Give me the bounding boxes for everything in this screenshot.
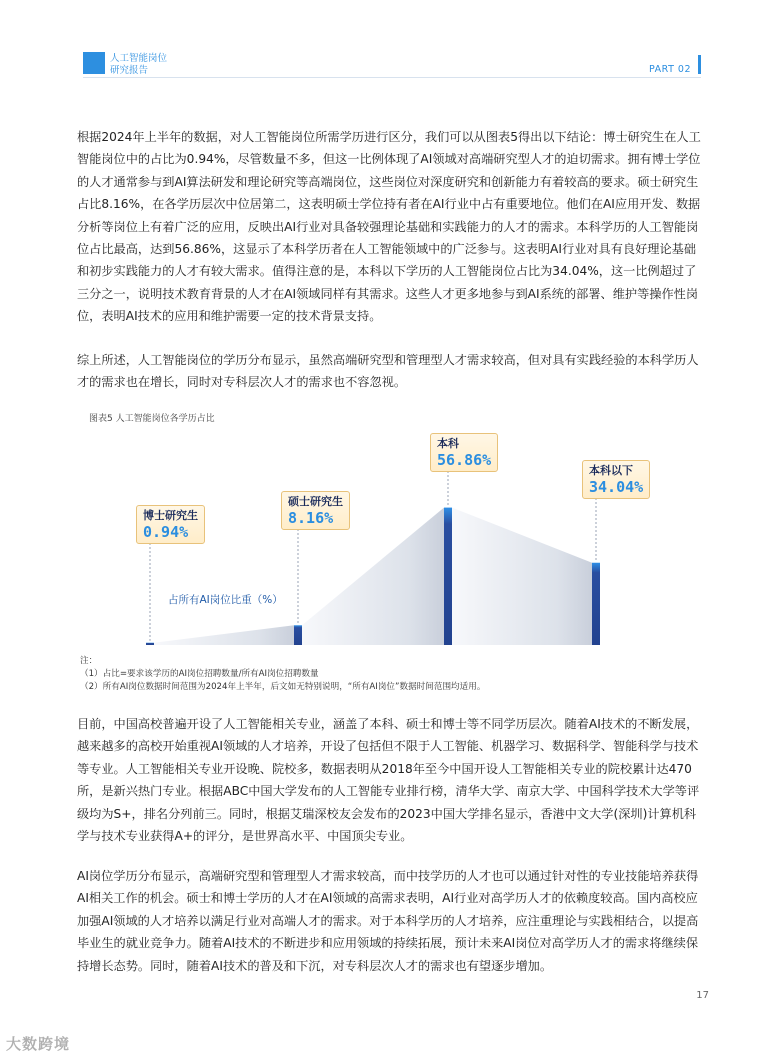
header-title-line1: 人工智能岗位 [110,53,168,64]
bar-master [294,625,302,645]
callout-label-master: 硕士研究生 [288,495,343,508]
callout-value-below-bachelor: 34.04% [589,478,644,496]
notes-title: 注： [80,656,98,666]
callout-label-below-bachelor: 本科以下 [589,464,633,477]
callout-master [281,491,350,530]
header-divider [83,77,701,78]
callout-bachelor [430,433,498,472]
ribbon-bachelor-to-below-bachelor [452,508,592,645]
paragraph-conclusions: 根据2024年上半年的数据，对人工智能岗位所需学历进行区分，我们可以从图表5得出以下结论：博士研究生在人工智能岗位中的占比为0.94%，尽管数量不多，但这一比例体现了AI领域对高端研究型人才的迫切需求。拥有博士学位的人才通常参与到AI算法研发和理论研究等高端岗位，这些岗位对深度研究和创新能力有着较高的要求。硕士研究生占比8.16%，在各学历层次中位居第二，这表明硕士学位持有者在AI行业中占有重要地位。他们在AI应用开发、数据分析等岗位上有着广泛的应用，反映出AI行业对具备较强理论基础和实践能力的人才的需求。本科学历的人工智能岗位占比最高，达到56.86%，这显示了本科学历者在人工智能领域中的广泛参与。这表明AI行业对具有良好理论基础和初步实践能力的人才有较大需求。值得注意的是，本科以下学历的人工智能岗位占比为34.04%，这一比例超过了三分之一，说明技术教育背景的人才在AI领域同样有其需求。这些人才更多地参与到AI系统的部署、维护等操作性岗位，表明AI技术的应用和维护需要一定的技术背景支持。 [77,130,701,324]
callout-below-bachelor [582,460,650,499]
callout-value-phd: 0.94% [143,523,189,541]
note-1: （1）占比=要求该学历的AI岗位招聘数量/所有AI岗位招聘数量 [80,669,319,679]
header-part-label: PART 02 [649,64,691,75]
paragraph-summary: 综上所述，人工智能岗位的学历分布显示，虽然高端研究型和管理型人才需求较高，但对具有实践经验的本科学历人才的需求也在增长，同时对专科层次人才的需求也不容忽视。 [77,353,699,390]
page-number: 17 [696,990,709,1001]
callout-label-phd: 博士研究生 [143,509,198,522]
ribbon-phd-to-master [154,625,294,645]
header-title-line2: 研究报告 [110,65,149,76]
bar-below-bachelor [592,563,600,645]
watermark: 大数跨境 [6,1035,71,1053]
header-title [110,53,167,77]
callout-value-master: 8.16% [288,509,334,527]
paragraph-outlook: AI岗位学历分布显示，高端研究型和管理型人才需求较高，而中技学历的人才也可以通过针对性的专业技能培养获得AI相关工作的机会。硕士和博士学历的人才在AI领域的高需求表明，AI行业对高学历人才的依赖度较高。国内高校应加强AI领域的人才培养以满足行业对高端人才的需求。对于本科学历的人才培养，应注重理论与实践相结合，以提高毕业生的就业竞争力。随着AI技术的不断进步和应用领域的持续拓展，预计未来AI岗位对高学历人才的需求将继续保持增长态势。同时，随着AI技术的普及和下沉，对专科层次人才的需求也有望逐步增加。 [77,869,699,973]
header-logo-square [83,52,105,74]
callout-phd [136,505,205,544]
callout-label-bachelor: 本科 [437,437,459,450]
header-accent-bar [698,55,701,74]
callout-value-bachelor: 56.86% [437,451,492,469]
chart-ribbons [154,508,592,645]
chart-axis-label: 占所有AI岗位比重（%） [168,594,283,606]
figure-caption: 图表5 人工智能岗位各学历占比 [89,414,215,424]
note-2: （2）所有AI岗位数据时间范围为2024年上半年，后文如无特别说明，“所有AI岗位”数据时间范围均适用。 [80,682,486,692]
bar-phd [146,643,154,645]
bar-bachelor [444,508,452,645]
figure-notes [80,655,485,694]
paragraph-universities: 目前，中国高校普遍开设了人工智能相关专业，涵盖了本科、硕士和博士等不同学历层次。随着AI技术的不断发展，越来越多的高校开始重视AI领域的人才培养，开设了包括但不限于人工智能、机器学习、数据科学、智能科学与技术等专业。人工智能相关专业开设晚、院校多，数据表明从2018年至今中国开设人工智能相关专业的院校累计达470所，是新兴热门专业。根据ABC中国大学发布的人工智能专业排行榜，清华大学、南京大学、中国科学技术大学等评级均为S+，排名分列前三。同时，根据艾瑞深校友会发布的2023中国大学排名显示，香港中文大学(深圳)计算机科学与技术专业获得A+的评分，是世界高水平、中国顶尖专业。 [77,717,700,844]
education-distribution-chart [0,420,777,660]
